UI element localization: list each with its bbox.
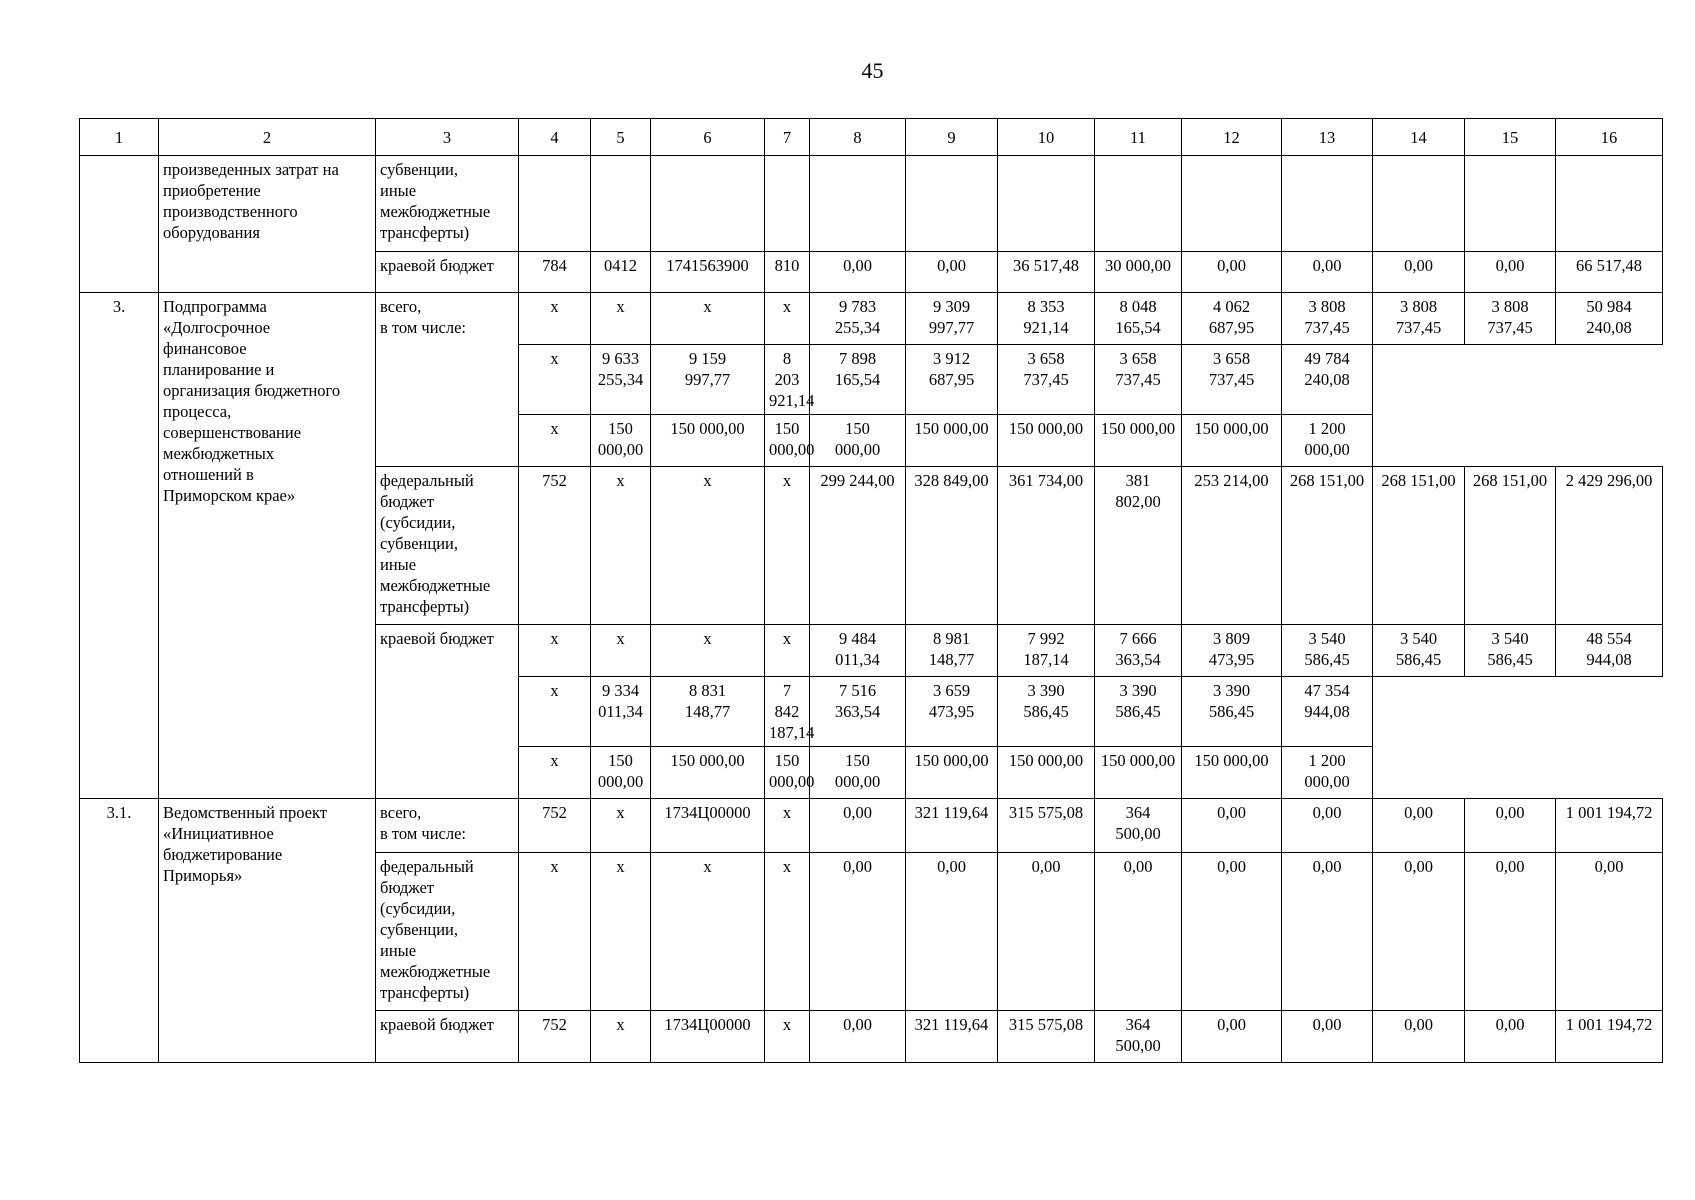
column-header: 14 (1373, 119, 1465, 156)
table-cell: 150 000,00 (1182, 747, 1282, 799)
table-cell: 328 849,00 (906, 467, 998, 625)
table-cell: 0,00 (1373, 252, 1465, 293)
table-cell: 0,00 (1465, 1011, 1556, 1063)
column-header: 15 (1465, 119, 1556, 156)
table-cell: 9 334 011,34 (591, 677, 651, 747)
table-cell: 364 500,00 (1095, 799, 1182, 853)
table-cell: 752 (519, 1011, 591, 1063)
table-cell: 3 658 737,45 (998, 345, 1095, 415)
description-cell: Ведомственный проект «Инициативное бюджетирование Приморья» (159, 799, 376, 1063)
source-cell: краевой бюджет (376, 625, 519, 799)
table-cell: 0,00 (1282, 799, 1373, 853)
table-cell: х (651, 293, 765, 345)
table-cell: х (765, 293, 810, 345)
table-cell: 3 540 586,45 (1373, 625, 1465, 677)
table-cell (519, 156, 591, 252)
table-row (80, 293, 1663, 345)
table-cell: 3 540 586,45 (1465, 625, 1556, 677)
table-cell: 47 354 944,08 (1282, 677, 1373, 747)
table-cell: х (651, 625, 765, 677)
table-cell: 0,00 (1465, 799, 1556, 853)
table-cell: 150 000,00 (651, 415, 765, 467)
source-cell: всего, в том числе: (376, 293, 519, 467)
table-cell: х (519, 293, 591, 345)
table-cell: х (519, 415, 591, 467)
table-cell: 9 309 997,77 (906, 293, 998, 345)
table-cell: 3 808 737,45 (1373, 293, 1465, 345)
table-cell: х (765, 467, 810, 625)
table-cell: 0,00 (810, 252, 906, 293)
source-cell: федеральный бюджет (субсидии, субвенции, иные межбюджетные трансферты) (376, 853, 519, 1011)
table-cell: 810 (765, 252, 810, 293)
table-cell: 0,00 (1556, 853, 1663, 1011)
table-cell: 1741563900 (651, 252, 765, 293)
column-header: 13 (1282, 119, 1373, 156)
table-cell: 0,00 (1465, 853, 1556, 1011)
table-cell: 150 000,00 (765, 747, 810, 799)
row-number-cell: 3. (80, 293, 159, 799)
table-cell: 7 992 187,14 (998, 625, 1095, 677)
table-cell: 0,00 (1095, 853, 1182, 1011)
table-cell: 0,00 (1182, 252, 1282, 293)
table-cell: 150 000,00 (810, 747, 906, 799)
table-cell: 1734Ц00000 (651, 799, 765, 853)
column-header: 7 (765, 119, 810, 156)
table-cell: х (591, 1011, 651, 1063)
row-number-cell (80, 156, 159, 293)
source-cell: субвенции, иные межбюджетные трансферты) (376, 156, 519, 252)
column-header: 2 (159, 119, 376, 156)
table-cell: 4 062 687,95 (1182, 293, 1282, 345)
table-cell: 0,00 (1182, 853, 1282, 1011)
table-cell: 7 516 363,54 (810, 677, 906, 747)
table-cell: 361 734,00 (998, 467, 1095, 625)
table-cell: 0,00 (906, 853, 998, 1011)
table-cell: 0,00 (810, 853, 906, 1011)
table-cell: 752 (519, 467, 591, 625)
column-header: 5 (591, 119, 651, 156)
source-cell: федеральный бюджет (субсидии, субвенции, иные межбюджетные трансферты) (376, 467, 519, 625)
table-cell: 8 353 921,14 (998, 293, 1095, 345)
table-cell: 0,00 (1465, 252, 1556, 293)
table-cell (765, 156, 810, 252)
table-cell: 268 151,00 (1373, 467, 1465, 625)
column-header: 3 (376, 119, 519, 156)
table-cell: 150 000,00 (810, 415, 906, 467)
table-cell (1373, 156, 1465, 252)
table-cell: 315 575,08 (998, 1011, 1095, 1063)
table-cell: 9 484 011,34 (810, 625, 906, 677)
table-cell: 268 151,00 (1465, 467, 1556, 625)
table-cell: х (519, 345, 591, 415)
source-cell: краевой бюджет (376, 1011, 519, 1063)
header-row (80, 119, 1663, 156)
source-cell: всего, в том числе: (376, 799, 519, 853)
table-cell: 321 119,64 (906, 799, 998, 853)
table-cell: 0,00 (1282, 252, 1373, 293)
table-cell: 3 659 473,95 (906, 677, 998, 747)
table-cell: 3 540 586,45 (1282, 625, 1373, 677)
table-cell: 49 784 240,08 (1282, 345, 1373, 415)
table-cell: 299 244,00 (810, 467, 906, 625)
table-cell: 315 575,08 (998, 799, 1095, 853)
table-cell: х (765, 853, 810, 1011)
table-cell: 0,00 (810, 799, 906, 853)
description-cell: произведенных затрат на приобретение производственного оборудования (159, 156, 376, 293)
table-cell: х (591, 625, 651, 677)
column-header: 10 (998, 119, 1095, 156)
table-cell: 3 658 737,45 (1182, 345, 1282, 415)
table-cell (651, 156, 765, 252)
table-cell (810, 156, 906, 252)
table-cell: 784 (519, 252, 591, 293)
table-cell: 50 984 240,08 (1556, 293, 1663, 345)
table-cell: 150 000,00 (1095, 415, 1182, 467)
table-cell: х (765, 625, 810, 677)
table-cell (1182, 156, 1282, 252)
table-cell: 2 429 296,00 (1556, 467, 1663, 625)
table-cell: 150 000,00 (998, 747, 1095, 799)
table-cell (1282, 156, 1373, 252)
table-cell: 66 517,48 (1556, 252, 1663, 293)
column-header: 6 (651, 119, 765, 156)
table-cell: 3 808 737,45 (1465, 293, 1556, 345)
table-cell: 150 000,00 (765, 415, 810, 467)
table-cell: х (519, 853, 591, 1011)
table-cell: 48 554 944,08 (1556, 625, 1663, 677)
table-cell: 0,00 (1182, 1011, 1282, 1063)
table-cell: х (591, 799, 651, 853)
table-cell: х (519, 747, 591, 799)
table-cell: х (519, 625, 591, 677)
column-header: 9 (906, 119, 998, 156)
table-cell: 9 633 255,34 (591, 345, 651, 415)
table-cell: 8 981 148,77 (906, 625, 998, 677)
table-cell (998, 156, 1095, 252)
table-cell: 0,00 (1373, 799, 1465, 853)
table-cell (1465, 156, 1556, 252)
table-cell: 0,00 (1282, 853, 1373, 1011)
table-cell: 150 000,00 (998, 415, 1095, 467)
table-cell: 150 000,00 (1182, 415, 1282, 467)
table-cell: 1 200 000,00 (1282, 415, 1373, 467)
table-row (80, 799, 1663, 853)
table-cell: 321 119,64 (906, 1011, 998, 1063)
table-cell: 150 000,00 (906, 415, 998, 467)
table-row (80, 156, 1663, 252)
table-cell (1556, 156, 1663, 252)
table-cell: 3 809 473,95 (1182, 625, 1282, 677)
table-cell: 150 000,00 (591, 415, 651, 467)
row-number-cell: 3.1. (80, 799, 159, 1063)
table-cell: 8 831 148,77 (651, 677, 765, 747)
table-cell: х (765, 799, 810, 853)
table-cell: 7 666 363,54 (1095, 625, 1182, 677)
column-header: 4 (519, 119, 591, 156)
table-cell: 0412 (591, 252, 651, 293)
table-cell: х (651, 853, 765, 1011)
table-cell: 3 390 586,45 (998, 677, 1095, 747)
table-cell: 1 001 194,72 (1556, 1011, 1663, 1063)
table-cell: 7 898 165,54 (810, 345, 906, 415)
table-body (80, 119, 1663, 1063)
table-cell: 36 517,48 (998, 252, 1095, 293)
table-cell: 150 000,00 (906, 747, 998, 799)
table-cell: х (591, 853, 651, 1011)
table-cell: 30 000,00 (1095, 252, 1182, 293)
description-cell: Подпрограмма «Долгосрочное финансовое планирование и организация бюджетного процесса, совершенствование межбюджетных отношений в Приморском крае» (159, 293, 376, 799)
table-cell: 8 203 921,14 (765, 345, 810, 415)
table-cell: 0,00 (1373, 853, 1465, 1011)
page-number: 45 (861, 58, 884, 83)
column-header: 12 (1182, 119, 1282, 156)
table-cell: 0,00 (1282, 1011, 1373, 1063)
budget-table (79, 118, 1663, 1063)
table-cell: х (765, 1011, 810, 1063)
source-cell: краевой бюджет (376, 252, 519, 293)
table-cell (906, 156, 998, 252)
table-cell: 0,00 (1182, 799, 1282, 853)
table-cell: 364 500,00 (1095, 1011, 1182, 1063)
table-cell: 9 159 997,77 (651, 345, 765, 415)
table-cell: х (591, 467, 651, 625)
table-cell: х (651, 467, 765, 625)
table-cell: 0,00 (810, 1011, 906, 1063)
table-cell: 752 (519, 799, 591, 853)
table-cell: 0,00 (998, 853, 1095, 1011)
table-cell: х (519, 677, 591, 747)
table-cell (591, 156, 651, 252)
table-cell: 9 783 255,34 (810, 293, 906, 345)
column-header: 1 (80, 119, 159, 156)
table-cell: 253 214,00 (1182, 467, 1282, 625)
column-header: 11 (1095, 119, 1182, 156)
table-cell: 381 802,00 (1095, 467, 1182, 625)
table-cell: 1734Ц00000 (651, 1011, 765, 1063)
table-cell: 3 390 586,45 (1095, 677, 1182, 747)
table-cell: 1 200 000,00 (1282, 747, 1373, 799)
table-cell: 3 658 737,45 (1095, 345, 1182, 415)
column-header: 16 (1556, 119, 1663, 156)
table-cell: 0,00 (906, 252, 998, 293)
table-cell (1095, 156, 1182, 252)
table-cell: 150 000,00 (591, 747, 651, 799)
table-cell: 3 390 586,45 (1182, 677, 1282, 747)
table-cell: х (591, 293, 651, 345)
table-cell: 1 001 194,72 (1556, 799, 1663, 853)
column-header: 8 (810, 119, 906, 156)
table-cell: 268 151,00 (1282, 467, 1373, 625)
table-cell: 3 912 687,95 (906, 345, 998, 415)
table-cell: 7 842 187,14 (765, 677, 810, 747)
table-cell: 3 808 737,45 (1282, 293, 1373, 345)
table-cell: 150 000,00 (1095, 747, 1182, 799)
table-cell: 0,00 (1373, 1011, 1465, 1063)
table-cell: 150 000,00 (651, 747, 765, 799)
table-cell: 8 048 165,54 (1095, 293, 1182, 345)
